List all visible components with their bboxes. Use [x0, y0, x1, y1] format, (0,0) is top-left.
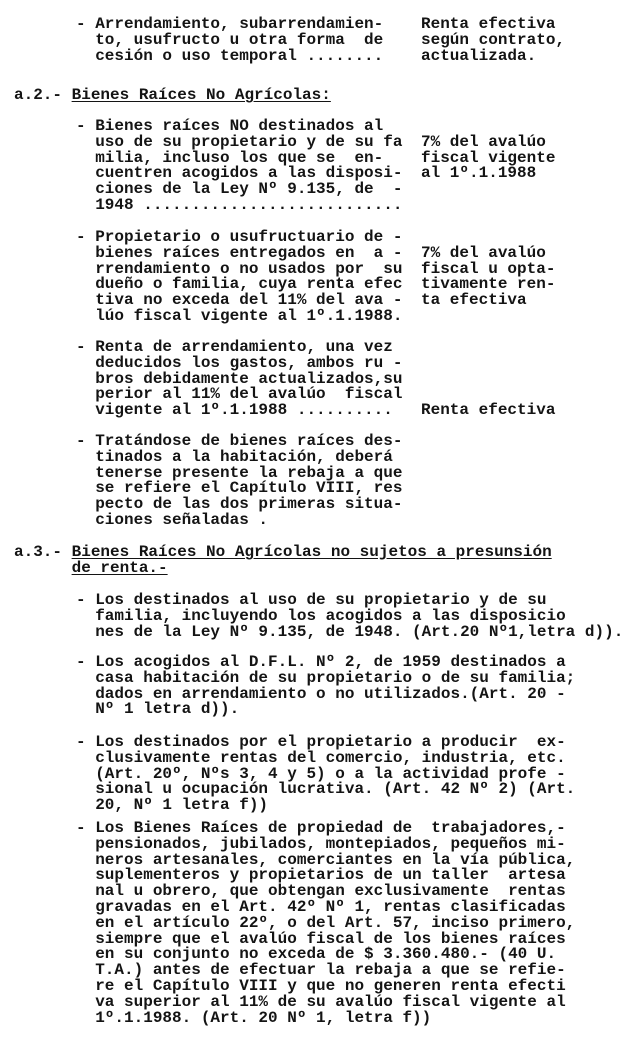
text-line: T.A.) antes de efectuar la rebaja a que se refie-	[76, 961, 566, 980]
value-line: según contrato,	[421, 30, 566, 49]
heading-number	[14, 559, 72, 577]
item-propietario-usufructuario-value	[421, 243, 556, 310]
heading-number: a.2.-	[14, 86, 72, 104]
text-line: ciones de la Ley Nº 9.135, de -	[76, 180, 403, 199]
text-line: dueño o familia, cuya renta efec	[76, 275, 403, 294]
heading-text: Bienes Raíces No Agrícolas no sujetos a presunsión	[71, 543, 552, 561]
text-line: cesión o uso temporal ........	[76, 46, 384, 65]
text-line: - Los destinados por el propietario a producir ex-	[76, 733, 566, 751]
text-line: re el Capítulo VIII y que no generen renta efecti	[76, 976, 566, 995]
text-line: uso de su propietario y de su fa	[76, 132, 403, 151]
heading-a2	[14, 88, 331, 104]
heading-a3	[14, 545, 552, 577]
text-line: - Los destinados al uso de su propietario y de su	[76, 591, 547, 609]
text-line: 1948 ...........................	[76, 195, 403, 214]
value-line: fiscal vigente	[421, 148, 556, 167]
item-dfl2	[76, 655, 575, 718]
text-line: (Art. 20º, Nºs 3, 4 y 5) o a la actividad profe -	[76, 764, 566, 783]
value-line: al 1º.1.1988	[421, 164, 537, 183]
text-line: - Bienes raíces NO destinados al	[76, 117, 384, 135]
text-line: - Tratándose de bienes raíces des-	[76, 432, 403, 450]
value-line: actualizada.	[421, 46, 537, 65]
value-line: Renta efectiva	[421, 401, 556, 420]
text-line: va superior al 11% de su avalúo fiscal vigente al	[76, 992, 566, 1011]
text-line: ciones señaladas .	[76, 510, 269, 529]
item-no-destinados-value	[421, 132, 556, 183]
text-line: pecto de las dos primeras situa-	[76, 495, 403, 514]
text-line: tenerse presente la rebaja a que	[76, 463, 403, 482]
value-line: 7% del avalúo	[421, 132, 546, 151]
heading-line	[14, 558, 552, 577]
text-line: bros debidamente actualizados,su	[76, 369, 403, 388]
item-comercio	[76, 735, 575, 814]
heading-number: a.3.-	[14, 543, 72, 561]
heading-text: de renta.-	[71, 558, 168, 577]
value-line: tivamente ren-	[421, 275, 556, 294]
text-line: deducidos los gastos, ambos ru -	[76, 353, 403, 372]
item-uso-propietario	[76, 593, 623, 640]
value-line: Renta efectiva	[421, 15, 556, 33]
item-arrendamiento	[76, 17, 383, 64]
item-habitacion	[76, 434, 402, 529]
value-line: ta efectiva	[421, 291, 527, 310]
text-line: 1º.1.1988. (Art. 20 Nº 1, letra f))	[76, 1008, 432, 1027]
text-line: nal u obrero, que obtengan exclusivamente rentas	[76, 882, 566, 901]
text-line: en su conjunto no exceda de $ 3.360.480.- (40 U.	[76, 945, 557, 964]
text-line: - Renta de arrendamiento, una vez	[76, 338, 393, 356]
item-no-destinados	[76, 119, 402, 214]
value-line: fiscal u opta-	[421, 259, 556, 278]
item-renta-arrendamiento	[76, 340, 402, 419]
text-line: Nº 1 letra d)).	[76, 700, 240, 719]
item-trabajadores	[76, 821, 575, 1026]
text-line: nes de la Ley Nº 9.135, de 1948. (Art.20 Nº1,letra d)).	[76, 622, 624, 641]
heading-text: Bienes Raíces No Agrícolas:	[71, 86, 331, 104]
text-line: bienes raíces entregados en a -	[76, 243, 403, 262]
text-line: milia, incluso los que se en-	[76, 148, 384, 167]
text-line: - Arrendamiento, subarrendamien-	[76, 15, 384, 33]
text-line: pensionados, jubilados, montepiados, pequeños mi-	[76, 834, 566, 853]
item-propietario-usufructuario	[76, 230, 402, 325]
text-line: - Los acogidos al D.F.L. Nº 2, de 1959 destinados a	[76, 653, 566, 671]
text-line: siempre que el avalúo fiscal de los bienes raíces	[76, 929, 566, 948]
heading-line	[14, 88, 331, 104]
text-line: sional u ocupación lucrativa. (Art. 42 Nº 2) (Art.	[76, 780, 576, 799]
item-arrendamiento-value	[421, 17, 565, 64]
text-line: lúo fiscal vigente al 1º.1.1988.	[76, 306, 403, 325]
text-line: familia, incluyendo los acogidos a las disposicio	[76, 606, 566, 625]
text-line: en el artículo 22º, o del Art. 57, inciso primero,	[76, 913, 576, 932]
text-line: gravadas en el Art. 42º Nº 1, rentas clasificadas	[76, 897, 566, 916]
text-line: cuentren acogidos a las disposi-	[76, 164, 403, 183]
text-line: vigente al 1º.1.1988 ..........	[76, 401, 393, 420]
text-line: clusivamente rentas del comercio, industria, etc.	[76, 748, 566, 767]
text-line: perior al 11% del avalúo fiscal	[76, 385, 403, 404]
text-line: rrendamiento o no usados por su	[76, 259, 403, 278]
text-line: casa habitación de su propietario o de su familia;	[76, 668, 576, 687]
text-line: se refiere el Capítulo VIII, res	[76, 479, 403, 498]
text-line: - Los Bienes Raíces de propiedad de trabajadores,-	[76, 819, 566, 837]
text-line: 20, Nº 1 letra f))	[76, 796, 269, 815]
text-line: tiva no exceda del 11% del ava -	[76, 291, 403, 310]
value-line: 7% del avalúo	[421, 243, 546, 262]
text-line: dados en arrendamiento o no utilizados.(Art. 20 -	[76, 684, 566, 703]
text-line: suplementeros y propietarios de un taller artesa	[76, 866, 566, 885]
text-line: - Propietario o usufructuario de -	[76, 228, 403, 246]
text-line: neros artesanales, comerciantes en la vía pública,	[76, 850, 576, 869]
text-line: to, usufructo u otra forma de	[76, 30, 384, 49]
item-renta-arrendamiento-value	[421, 403, 555, 419]
text-line: tinados a la habitación, deberá	[76, 447, 393, 466]
